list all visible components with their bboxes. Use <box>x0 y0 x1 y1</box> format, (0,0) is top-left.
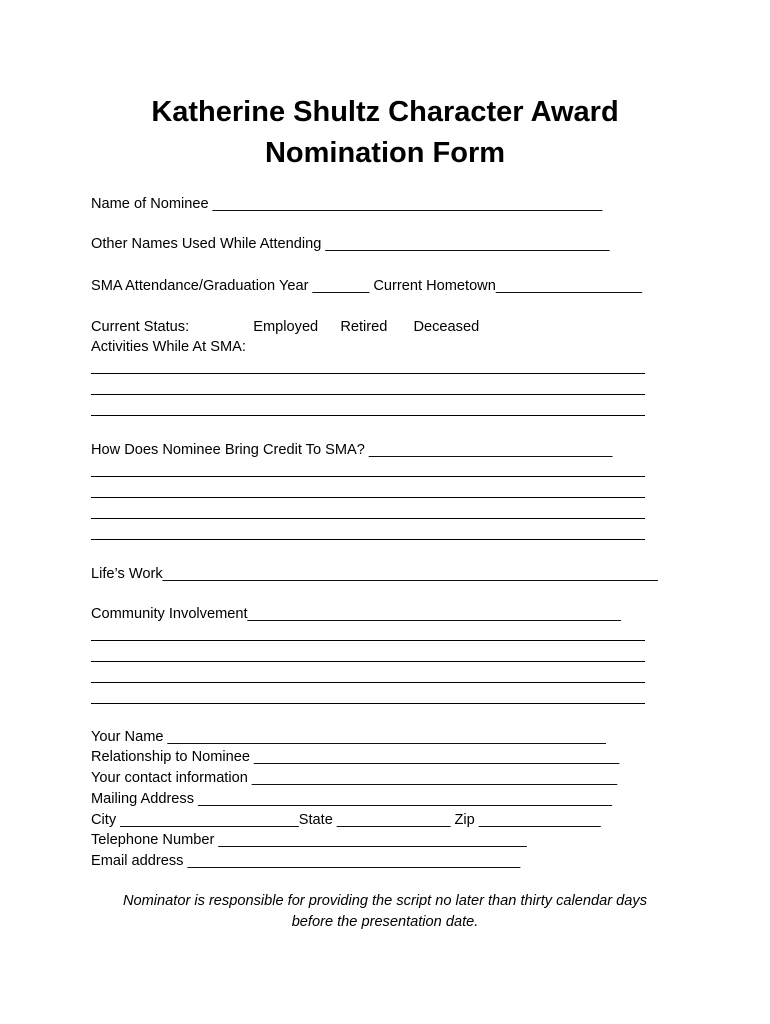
current-status-row <box>91 318 479 336</box>
community-line-4[interactable] <box>91 703 645 704</box>
credit-line-4[interactable] <box>91 539 645 540</box>
other-names-field[interactable]: Other Names Used While Attending ___________________________________ <box>91 236 610 252</box>
attendance-hometown-field[interactable]: SMA Attendance/Graduation Year _______ Current Hometown__________________ <box>91 278 642 294</box>
email-field[interactable]: Email address _________________________________________ <box>91 853 521 869</box>
community-line-1[interactable] <box>91 640 645 641</box>
zip-field[interactable]: Zip _______________ <box>454 812 601 828</box>
contact-info-field[interactable]: Your contact information _____________________________________________ <box>91 770 618 786</box>
activities-line-1[interactable] <box>91 373 645 374</box>
title-line-1: Katherine Shultz Character Award <box>151 96 619 128</box>
status-option-retired[interactable]: Retired <box>340 319 388 335</box>
city-state-zip-row <box>91 811 601 829</box>
status-option-deceased[interactable]: Deceased <box>413 319 480 335</box>
credit-line-1[interactable] <box>91 476 645 477</box>
community-line-2[interactable] <box>91 661 645 662</box>
community-line-3[interactable] <box>91 682 645 683</box>
community-field[interactable]: Community Involvement______________________________________________ <box>91 606 621 622</box>
relationship-field[interactable]: Relationship to Nominee _____________________________________________ <box>91 749 620 765</box>
form-title <box>0 92 770 174</box>
credit-field[interactable]: How Does Nominee Bring Credit To SMA? ______________________________ <box>91 442 613 458</box>
credit-line-3[interactable] <box>91 518 645 519</box>
footnote-line-1: Nominator is responsible for providing the script no later than thirty calendar days <box>122 893 647 909</box>
city-field[interactable]: City ______________________ <box>91 812 299 828</box>
lifes-work-field[interactable]: Life’s Work_____________________________________________________________ <box>91 566 658 582</box>
activities-line-2[interactable] <box>91 394 645 395</box>
activities-label: Activities While At SMA: <box>91 339 246 355</box>
footnote <box>0 891 770 933</box>
footnote-line-2: before the presentation date. <box>291 914 479 930</box>
your-name-field[interactable]: Your Name ______________________________________________________ <box>91 729 606 745</box>
state-field[interactable]: State ______________ <box>298 812 451 828</box>
status-option-employed[interactable]: Employed <box>253 319 319 335</box>
telephone-field[interactable]: Telephone Number ______________________________________ <box>91 832 527 848</box>
mailing-address-field[interactable]: Mailing Address ___________________________________________________ <box>91 791 613 807</box>
title-line-2: Nomination Form <box>264 137 506 169</box>
current-status-label: Current Status: <box>91 319 190 335</box>
credit-line-2[interactable] <box>91 497 645 498</box>
nominee-name-field[interactable]: Name of Nominee ________________________________________________ <box>91 196 603 212</box>
activities-line-3[interactable] <box>91 415 645 416</box>
